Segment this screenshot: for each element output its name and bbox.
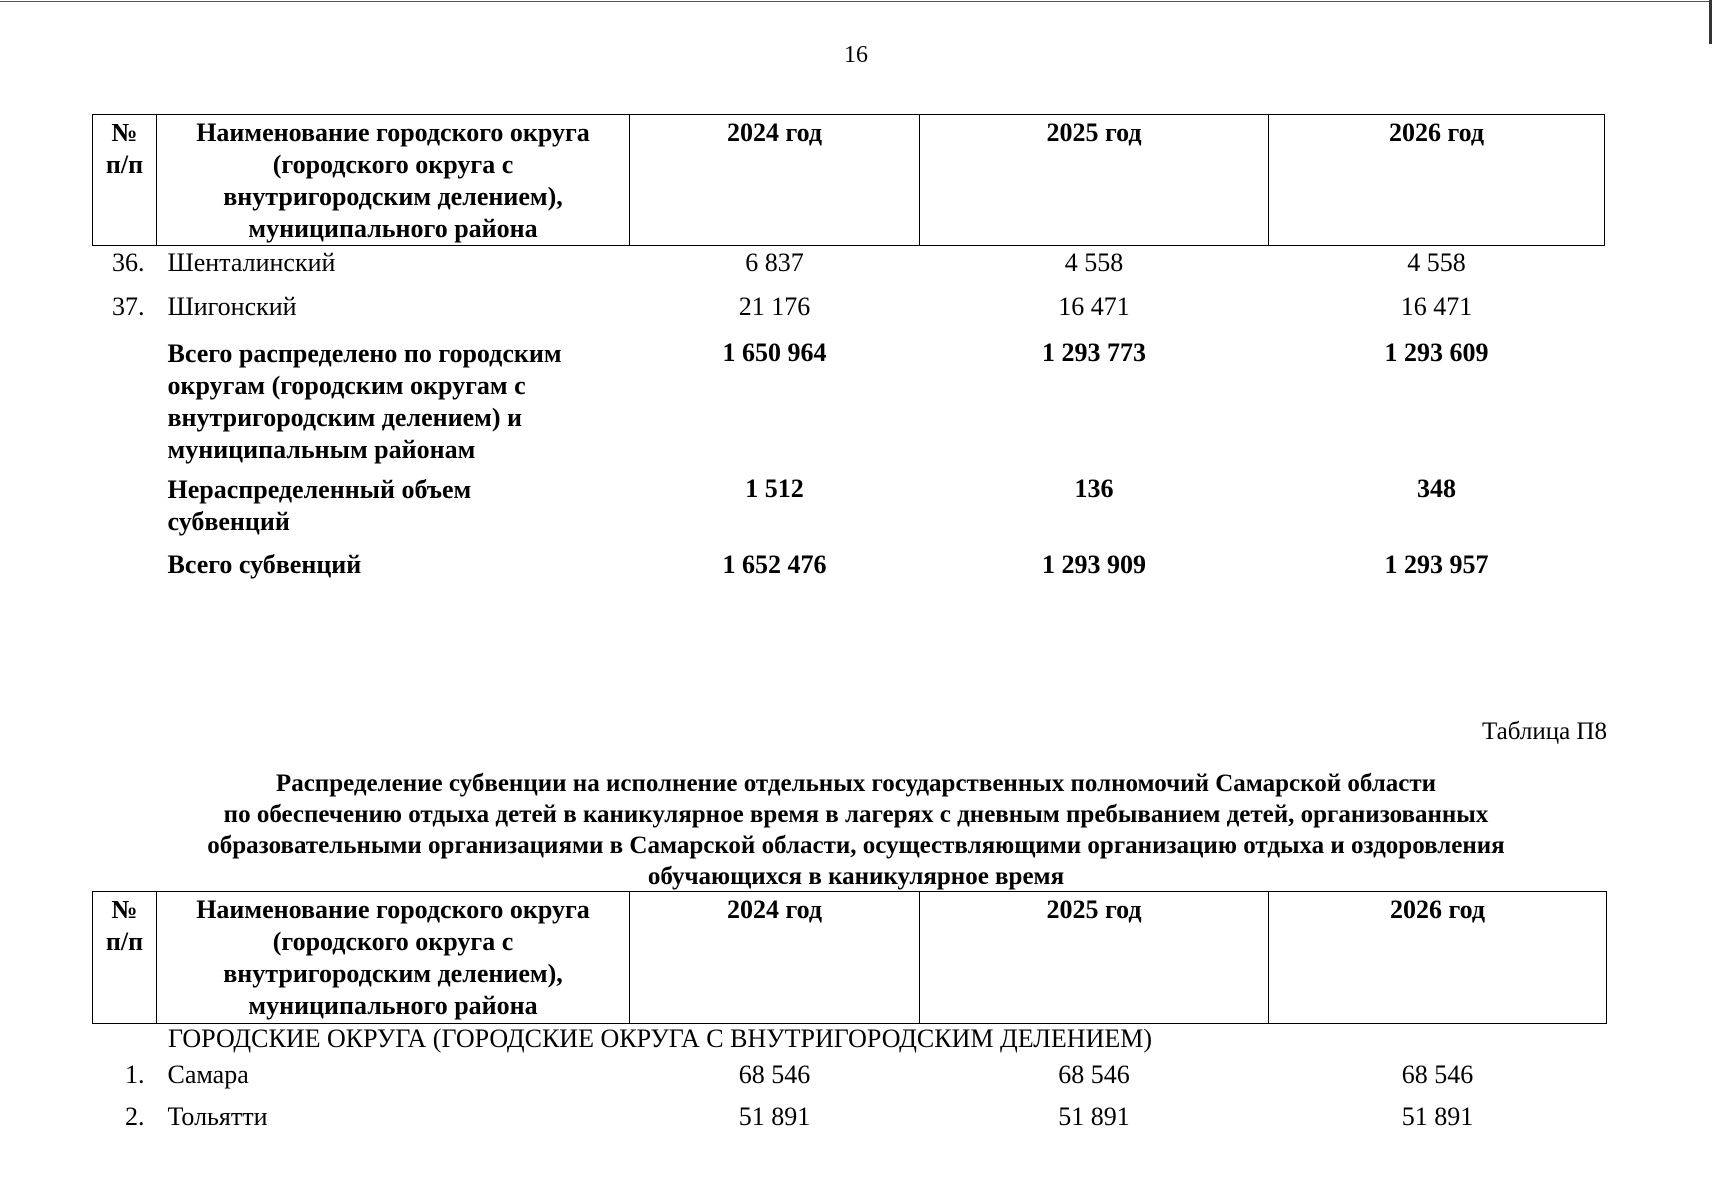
row-name: Шигонский [167,291,297,321]
value-2025: 68 546 [1058,1059,1130,1089]
value-2024: 6 837 [745,248,804,277]
title-line: образовательными организациями в Самарской области, осуществляющими организацию отдыха и оздоровления [207,832,1505,859]
value-2024: 51 891 [738,1101,811,1131]
header-2024: 2024 год [630,115,920,246]
header-name-line: муниципального района [248,214,538,243]
total-2026: 1 293 957 [1384,549,1489,579]
header-number [93,115,157,246]
header-name-line: внутригородским делением), [223,959,563,988]
table-row [93,1102,1607,1144]
total-label: Всего субвенций [167,549,362,579]
table-header-row [93,115,1605,246]
header-name [157,115,630,246]
total-distributed-2025: 1 293 773 [1042,337,1146,367]
section-heading: ГОРОДСКИЕ ОКРУГА (ГОРОДСКИЕ ОКРУГА С ВНУТРИГОРОДСКИМ ДЕЛЕНИЕМ) [168,1024,1153,1053]
subvention-table-p8 [92,891,1607,1144]
total-distributed-2024: 1 650 964 [722,337,827,367]
value-2025: 51 891 [1058,1101,1130,1131]
header-2025: 2025 год [920,892,1269,1024]
table-row [93,290,1605,334]
undistributed-2026: 348 [1417,473,1456,503]
row-name: Шенталинский [167,248,336,277]
row-number: 1. [125,1059,145,1089]
header-number-abbr: п/п [105,927,144,956]
label-line: внутригородским делением) и [167,402,522,432]
value-2026: 16 471 [1400,291,1473,321]
value-2025: 16 471 [1058,291,1130,321]
total-distributed-2026: 1 293 609 [1384,337,1489,367]
header-2026: 2026 год [1269,115,1605,246]
title-line: Распределение субвенции на исполнение отдельных государственных полномочий Самарской области [275,770,1437,797]
total-distributed-row [93,334,1605,474]
title-line: по обеспечению отдыха детей в каникулярное время в лагерях с дневным пребыванием детей, организованных [223,801,1489,828]
row-number: 36. [112,248,145,277]
total-2024: 1 652 476 [722,549,827,579]
header-name [157,892,630,1024]
table-header-row [93,892,1607,1024]
total-row [93,550,1605,594]
table-label: Таблица П8 [1482,718,1607,745]
label-line: субвенций [167,506,290,536]
title-line: обучающихся в каникулярное время [647,863,1065,890]
header-name-line: муниципального района [248,991,538,1020]
undistributed-2024: 1 512 [745,473,804,503]
header-number-symbol: № [111,118,138,147]
undistributed-label [157,474,630,550]
value-2026: 51 891 [1401,1101,1474,1131]
header-number-abbr: п/п [105,150,144,179]
row-number: 37. [112,291,145,321]
total-distributed-label [157,334,630,474]
header-2025: 2025 год [920,115,1269,246]
header-number [93,892,157,1024]
header-name-line: Наименование городского округа [196,118,590,147]
header-name-line: (городского округа с [272,150,514,179]
header-2026: 2026 год [1269,892,1607,1024]
header-name-line: внутригородским делением), [223,182,563,211]
row-number: 2. [125,1101,145,1131]
value-2025: 4 558 [1064,248,1124,277]
subvention-table-continued [92,114,1605,594]
table-row [93,246,1605,290]
table-title [100,768,1612,892]
label-line: Нераспределенный объем [167,474,472,504]
top-rule [0,1,1712,2]
header-name-line: (городского округа с [272,927,514,956]
label-line: Всего распределено по городским [167,338,562,368]
total-2025: 1 293 909 [1042,549,1146,579]
page-number: 16 [844,42,868,68]
header-2024: 2024 год [630,892,920,1024]
row-name: Самара [167,1059,249,1089]
header-name-line: Наименование городского округа [196,895,590,924]
undistributed-row [93,474,1605,550]
header-number-symbol: № [111,895,138,924]
row-name: Тольятти [167,1101,268,1131]
label-line: муниципальным районам [167,434,476,464]
value-2026: 68 546 [1401,1059,1474,1089]
value-2024: 68 546 [738,1059,811,1089]
value-2026: 4 558 [1407,248,1466,277]
label-line: округам (городским округам с [167,370,526,400]
table-row [93,1060,1607,1102]
value-2024: 21 176 [738,291,811,321]
undistributed-2025: 136 [1074,473,1114,503]
